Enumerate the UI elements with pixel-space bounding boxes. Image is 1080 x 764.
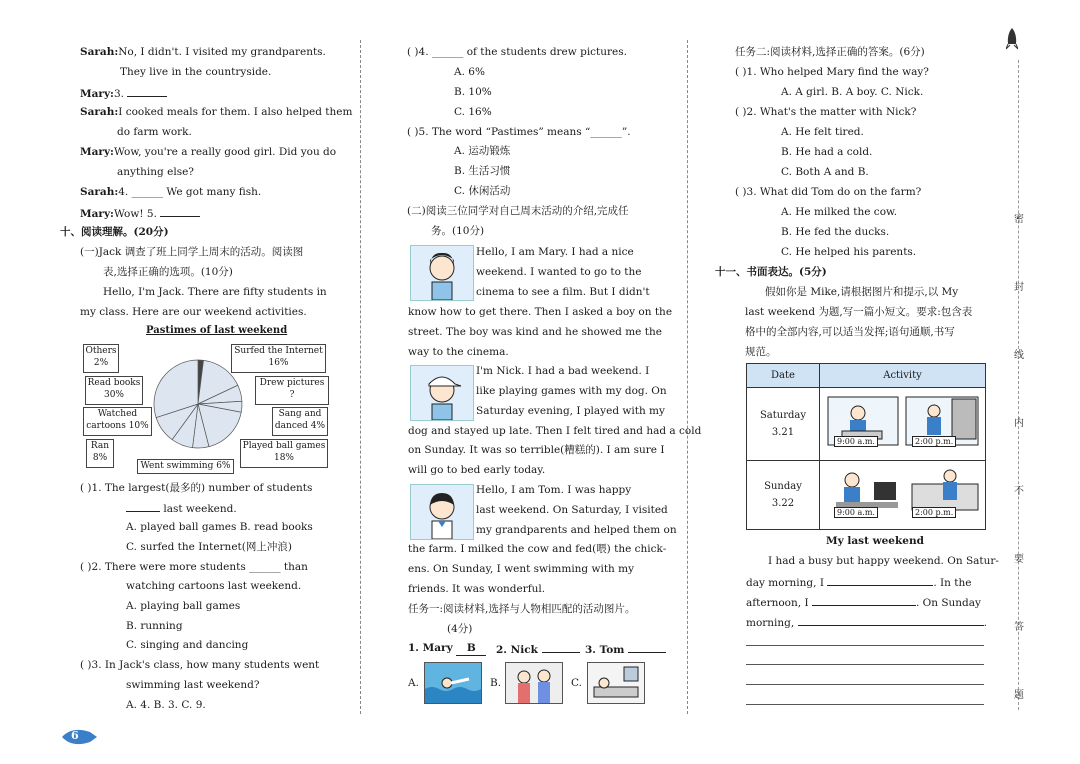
passage-nick: like playing games with my dog. On <box>476 385 667 397</box>
label: Drew pictures <box>259 378 325 388</box>
legend-played <box>240 439 328 468</box>
column-divider-right <box>687 40 688 714</box>
passage-nick: will go to bed early today. <box>408 464 546 476</box>
dialogue-text: anything else? <box>117 166 194 178</box>
dialogue-text: I cooked meals for them. I also helped them <box>118 106 353 118</box>
time-label: 2:00 p.m. <box>912 436 956 447</box>
essay-text: afternoon, I . On Sunday <box>746 594 981 610</box>
swimming-picture <box>424 662 482 704</box>
speaker: Sarah: <box>80 106 119 118</box>
legend-cartoons <box>83 407 152 436</box>
passage-mary: Hello, I am Mary. I had a nice <box>476 246 634 258</box>
match-tom-answer[interactable] <box>628 641 666 653</box>
margin-char: 密 <box>1014 214 1024 225</box>
option: B. running <box>126 620 183 632</box>
passage-tom: the farm. I milked the cow and fed(喂) the chick- <box>408 543 667 555</box>
question: ( )1. Who helped Mary find the way? <box>735 66 929 78</box>
label: Surfed the Internet <box>234 346 323 356</box>
table-head-date: Date <box>747 364 820 388</box>
label: Others <box>85 346 117 356</box>
option: C. singing and dancing <box>126 639 249 651</box>
option: A. 运动锻炼 <box>454 145 511 157</box>
value: danced 4% <box>274 421 326 431</box>
answer-blank[interactable] <box>160 205 200 217</box>
value: cartoons 10% <box>86 421 149 431</box>
time-label: 9:00 a.m. <box>834 436 878 447</box>
street-picture <box>505 662 563 704</box>
passage-mary: cinema to see a film. But I didn't <box>476 286 650 298</box>
dialogue-text: No, I didn't. I visited my grandparents. <box>118 46 326 58</box>
option: B. 10% <box>454 86 492 98</box>
essay-blank[interactable] <box>812 594 916 606</box>
seal-line <box>1018 60 1019 710</box>
passage-nick: dog and stayed up late. Then I felt tired and had a cold <box>408 425 702 437</box>
match-nick-answer[interactable] <box>542 641 580 653</box>
mary-avatar <box>410 245 474 301</box>
task1-score: (4分) <box>447 623 473 635</box>
instruction: 格中的全部内容,可以适当发挥;语句通顺,书写 <box>745 326 955 338</box>
writing-line[interactable] <box>746 684 984 685</box>
option: A. A girl. B. A boy. C. Nick. <box>781 86 924 98</box>
value: 8% <box>92 453 108 463</box>
time-label: 9:00 a.m. <box>834 507 878 518</box>
table-date-saturday: Saturday 3.21 <box>747 388 820 461</box>
label: Read books <box>87 378 141 388</box>
table-date-sunday: Sunday 3.22 <box>747 461 820 530</box>
intro-text: my class. Here are our weekend activities. <box>80 306 307 318</box>
passage-nick: I'm Nick. I had a bad weekend. I <box>476 365 650 377</box>
legend-books <box>85 376 143 405</box>
label: Went swimming 6% <box>140 461 231 471</box>
question: ( )4. ______ of the students drew pictures. <box>407 46 627 58</box>
instruction: (二)阅读三位同学对自己周末活动的介绍,完成任 <box>407 205 629 217</box>
option: C. 休闲活动 <box>454 185 511 197</box>
saturday-activities <box>820 388 986 461</box>
passage-tom: ens. On Sunday, I went swimming with my <box>408 563 635 575</box>
intro-text: Hello, I'm Jack. There are fifty students in <box>103 286 327 298</box>
essay-text: day morning, I . In the <box>746 574 971 590</box>
saturday-scene-icon <box>822 391 984 457</box>
option: A. He felt tired. <box>781 126 864 138</box>
instruction: 规范。 <box>745 346 777 358</box>
margin-char: 答 <box>1014 622 1024 633</box>
time-label: 2:00 p.m. <box>912 507 956 518</box>
bed-icon <box>588 663 644 703</box>
question: ( )2. What's the matter with Nick? <box>735 106 917 118</box>
option: C. surfed the Internet(网上冲浪) <box>126 541 292 553</box>
label: Ran <box>90 441 110 451</box>
pie-slices <box>154 360 242 448</box>
rocket-icon <box>1006 28 1018 53</box>
option: B. 生活习惯 <box>454 165 511 177</box>
margin-char: 要 <box>1014 554 1024 565</box>
people-icon <box>506 663 562 703</box>
passage-mary: weekend. I wanted to go to the <box>476 266 642 278</box>
answer-blank[interactable] <box>127 85 167 97</box>
girl-icon <box>411 246 473 300</box>
question: ( )5. The word “Pastimes” means “______”. <box>407 126 631 138</box>
margin-char: 不 <box>1014 486 1024 497</box>
speaker: Mary: <box>80 208 114 220</box>
question: last weekend. <box>90 500 237 516</box>
legend-surfed <box>231 344 326 373</box>
instruction: last weekend 为题,写一篇小短文。要求:包含表 <box>745 306 973 318</box>
activity-table <box>746 363 986 530</box>
legend-swim <box>137 459 234 474</box>
option: A. 6% <box>454 66 485 78</box>
label: Sang and <box>278 409 322 419</box>
option: C. 16% <box>454 106 492 118</box>
passage-tom: last weekend. On Saturday, I visited <box>476 504 668 516</box>
essay-blank[interactable] <box>798 614 984 626</box>
section-heading: 十、阅读理解。(20分) <box>60 226 169 238</box>
margin-char: 内 <box>1014 418 1024 429</box>
page-number: 6 <box>71 729 79 742</box>
match-tom: 3. Tom <box>585 641 666 657</box>
page-number-badge <box>60 728 98 746</box>
value: 18% <box>273 453 294 463</box>
value: 16% <box>268 358 289 368</box>
legend-others <box>83 344 119 373</box>
essay-blank[interactable] <box>827 574 933 586</box>
dialogue-text: Wow! 5. <box>113 208 157 220</box>
dialogue-text: They live in the countryside. <box>120 66 272 78</box>
essay-title: My last weekend <box>826 535 924 547</box>
boy-cap-icon <box>411 366 473 420</box>
question: ( )3. What did Tom do on the farm? <box>735 186 922 198</box>
nick-avatar <box>410 365 474 421</box>
passage-tom: my grandparents and helped them on <box>476 524 677 536</box>
chart-title: Pastimes of last weekend <box>146 325 288 336</box>
bed-picture <box>587 662 645 704</box>
dialogue-text: do farm work. <box>117 126 192 138</box>
value: 2% <box>93 358 109 368</box>
passage-tom: friends. It was wonderful. <box>408 583 546 595</box>
pic-label-c: C. <box>571 677 582 689</box>
question: ( )1. The largest(最多的) number of students <box>80 482 313 494</box>
instruction: 表,选择正确的选项。(10分) <box>103 266 233 278</box>
boy-icon <box>411 485 473 539</box>
legend-drew <box>255 376 329 405</box>
sunday-activities <box>820 461 986 530</box>
dialogue-text: 3. <box>113 88 124 100</box>
legend-sang <box>272 407 328 436</box>
passage-mary: street. The boy was kind and he showed me the <box>408 326 662 338</box>
dialogue-text: 4. ______ We got many fish. <box>118 186 262 198</box>
writing-line[interactable] <box>746 664 984 665</box>
match-nick: 2. Nick <box>496 641 580 657</box>
task1-title: 任务一:阅读材料,选择与人物相匹配的活动图片。 <box>408 603 636 615</box>
rocket-glyph <box>1006 28 1018 50</box>
question: ( )3. In Jack's class, how many students went <box>80 659 320 671</box>
pic-label-a: A. <box>408 677 419 689</box>
option: B. He had a cold. <box>781 146 873 158</box>
legend-ran <box>86 439 114 468</box>
label: Played ball games <box>242 441 326 451</box>
match-mary: 1. Mary B <box>408 641 486 656</box>
option: A. played ball games B. read books <box>126 521 313 533</box>
margin-char: 封 <box>1014 282 1024 293</box>
question: watching cartoons last weekend. <box>126 580 302 592</box>
writing-line[interactable] <box>746 645 984 646</box>
question: swimming last weekend? <box>126 679 260 691</box>
value: 30% <box>103 390 124 400</box>
speaker: Sarah: <box>80 186 119 198</box>
speaker: Mary: <box>80 146 114 158</box>
instruction: 假如你是 Mike,请根据图片和提示,以 My <box>765 286 959 298</box>
margin-char: 题 <box>1014 690 1024 701</box>
dialogue-text: Wow, you're a really good girl. Did you do <box>113 146 337 158</box>
answer-blank[interactable] <box>126 500 160 512</box>
writing-line[interactable] <box>746 704 984 705</box>
passage-mary: know how to get there. Then I asked a boy on the <box>408 306 673 318</box>
option: A. playing ball games <box>126 600 241 612</box>
essay-text: morning, . <box>746 614 987 630</box>
speaker: Mary: <box>80 88 114 100</box>
option: B. He fed the ducks. <box>781 226 890 238</box>
speaker: Sarah: <box>80 46 119 58</box>
tom-avatar <box>410 484 474 540</box>
badge-icon <box>60 728 98 746</box>
passage-nick: on Sunday. It was so terrible(糟糕的). I am sure I <box>408 444 665 456</box>
swimming-icon <box>425 663 481 703</box>
passage-nick: Saturday evening, I played with my <box>476 405 665 417</box>
passage-mary: way to the cinema. <box>408 346 509 358</box>
match-mary-answer[interactable]: B <box>456 641 486 656</box>
option: A. He milked the cow. <box>781 206 898 218</box>
column-divider-left <box>360 40 361 714</box>
task2-title: 任务二:阅读材料,选择正确的答案。(6分) <box>735 46 925 58</box>
pic-label-b: B. <box>490 677 502 689</box>
option: A. 4. B. 3. C. 9. <box>126 699 206 711</box>
margin-char: 线 <box>1014 350 1024 361</box>
passage-tom: Hello, I am Tom. I was happy <box>476 484 632 496</box>
section-heading: 十一、书面表达。(5分) <box>715 266 827 278</box>
label: Watched <box>97 409 138 419</box>
question: ( )2. There were more students ______ than <box>80 561 308 573</box>
instruction: 务。(10分) <box>431 225 485 237</box>
option: C. Both A and B. <box>781 166 869 178</box>
table-head-activity: Activity <box>820 364 986 388</box>
option: C. He helped his parents. <box>781 246 917 258</box>
instruction: (一)Jack 调查了班上同学上周末的活动。阅读图 <box>80 246 304 258</box>
essay-text: I had a busy but happy weekend. On Satur- <box>768 555 999 567</box>
value: ? <box>289 390 295 400</box>
